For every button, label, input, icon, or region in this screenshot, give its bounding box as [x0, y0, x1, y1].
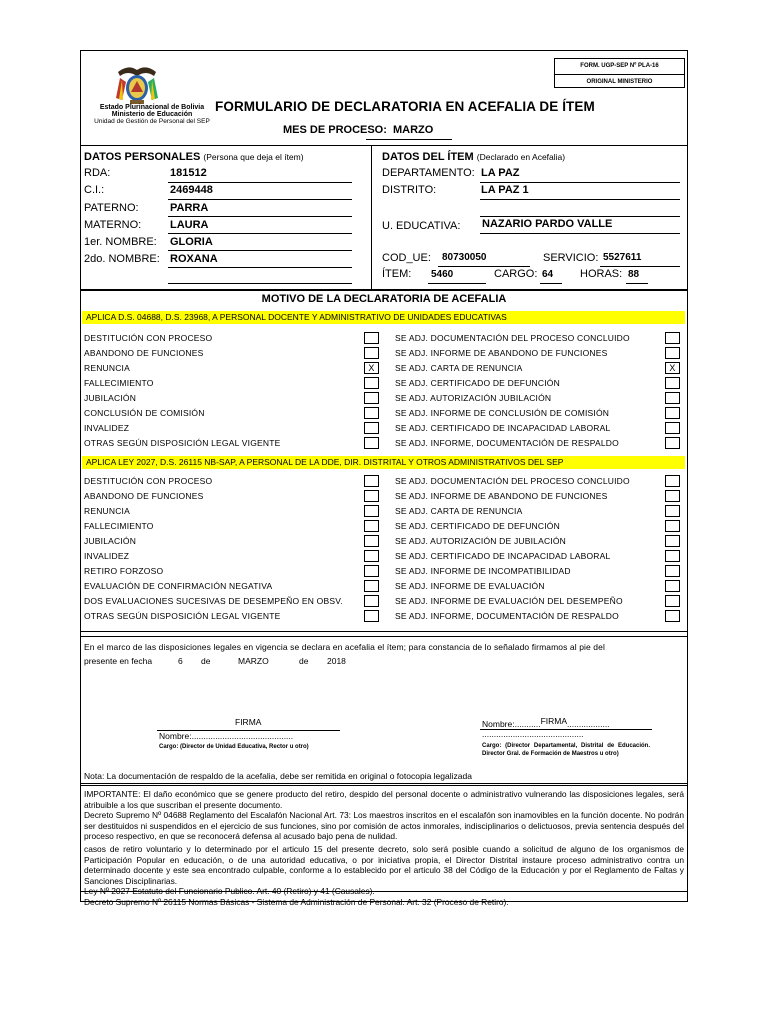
motivo-title: MOTIVO DE LA DECLARATORIA DE ACEFALIA — [261, 293, 507, 305]
nombre-right-dots2: ........................................... — [482, 729, 584, 739]
motivo-right-checkbox[interactable] — [665, 520, 680, 532]
blank-line — [480, 216, 680, 217]
motivo-right-checkbox[interactable] — [665, 437, 680, 449]
mes-proceso — [283, 124, 433, 136]
motivo-left-checkbox[interactable] — [364, 347, 379, 359]
motivo-left-label: EVALUACIÓN DE CONFIRMACIÓN NEGATIVA — [84, 581, 273, 591]
item-header — [382, 151, 565, 163]
departamento-line — [480, 182, 680, 183]
motivo-left-label: RENUNCIA — [84, 506, 130, 516]
declaration-line2: presente en fecha — [84, 656, 153, 666]
extra-line — [168, 283, 352, 284]
motivo-right-checkbox[interactable]: X — [665, 362, 680, 374]
motivo-right-label: SE ADJ. INFORME, DOCUMENTACIÓN DE RESPALDO — [395, 611, 619, 621]
form-code: FORM. UGP-SEP Nº PLA-16 — [555, 59, 684, 75]
motivo-left-checkbox[interactable] — [364, 565, 379, 577]
motivo-left-checkbox[interactable]: X — [364, 362, 379, 374]
nombre-left: Nombre:........................................... — [159, 731, 294, 741]
motivo-right-checkbox[interactable] — [665, 392, 680, 404]
motivo-left-checkbox[interactable] — [364, 407, 379, 419]
motivo-row — [82, 421, 685, 436]
paterno-label: PATERNO: — [84, 202, 139, 214]
servicio-line — [600, 266, 680, 267]
motivo-left-label: FALLECIMIENTO — [84, 378, 154, 388]
cargo-line — [540, 283, 562, 284]
motivo-right-label: SE ADJ. INFORME, DOCUMENTACIÓN DE RESPALDO — [395, 438, 619, 448]
ue-label: U. EDUCATIVA: — [382, 220, 461, 232]
motivo-left-label: DESTITUCIÓN CON PROCESO — [84, 476, 213, 486]
item-line — [428, 283, 486, 284]
motivo-right-checkbox[interactable] — [665, 550, 680, 562]
motivo-row — [82, 346, 685, 361]
nombre-right-dots: .................. — [567, 719, 610, 729]
motivo-left-label: RETIRO FORZOSO — [84, 566, 164, 576]
motivo-left-label: DESTITUCIÓN CON PROCESO — [84, 333, 213, 343]
item-subheader: (Declarado en Acefalia) — [476, 152, 566, 162]
personal-subheader: (Persona que deja el ítem) — [203, 152, 304, 162]
original-label: ORIGINAL MINISTERIO — [586, 79, 653, 85]
motivo-right-checkbox[interactable] — [665, 347, 680, 359]
motivo-right-checkbox[interactable] — [665, 535, 680, 547]
materno-line — [168, 233, 352, 234]
mes-value: MARZO — [392, 124, 434, 136]
departamento-label: DEPARTAMENTO: — [382, 167, 475, 179]
important-p5: Decreto Supremo Nº 26115 Normas Básicas - Sistema de Administración de Personal. Art. 32 (Proceso de Retiro). — [84, 896, 509, 907]
motivo-left-label: JUBILACIÓN — [84, 536, 137, 546]
cod-ue-label: COD_UE: — [382, 252, 431, 264]
motivo-row — [82, 594, 685, 609]
motivo-left-label: OTRAS SEGÚN DISPOSICIÓN LEGAL VIGENTE — [84, 438, 281, 448]
servicio-label: SERVICIO: — [543, 252, 599, 264]
section2-rows — [82, 474, 685, 624]
motivo-row — [82, 489, 685, 504]
institution-line2: Ministerio de Educación — [111, 111, 193, 118]
motivo-right-label: SE ADJ. CARTA DE RENUNCIA — [395, 506, 523, 516]
motivo-right-label: SE ADJ. CERTIFICADO DE DEFUNCIÓN — [395, 378, 560, 388]
motivo-left-checkbox[interactable] — [364, 392, 379, 404]
nombre-right — [482, 716, 610, 729]
motivo-left-checkbox[interactable] — [364, 505, 379, 517]
motivo-row — [82, 331, 685, 346]
cargo-value: 64 — [542, 269, 554, 280]
motivo-left-label: JUBILACIÓN — [84, 393, 137, 403]
motivo-left-checkbox[interactable] — [364, 422, 379, 434]
important-p2: Decreto Supremo Nº 04688 Reglamento del Escalafón Nacional Art. 73: Los maestros inscritos en el escalafón son inamovibles en la función docente. No podrán ser destituidos ni suspendidos en el ejercicio de sus funciones, sino por comisión de actos inmorales, indisciplinarios o delictuosos, previa sentencia después del proceso respectivo, en que se reconocerá defensa al acusado bajo pena de nulidad. — [84, 810, 684, 842]
motivo-row — [82, 376, 685, 391]
motivo-row — [82, 504, 685, 519]
ue-value: NAZARIO PARDO VALLE — [482, 218, 613, 230]
declaration-day: 6 — [178, 656, 183, 666]
important-p4: Ley Nº 2027 Estatuto del Funcionario Publico. Art. 40 (Retiro) y 41 (Causales). — [84, 886, 375, 897]
motivo-right-checkbox[interactable] — [665, 407, 680, 419]
motivo-left-checkbox[interactable] — [364, 377, 379, 389]
distrito-value: LA PAZ 1 — [481, 184, 529, 196]
motivo-left-label: DOS EVALUACIONES SUCESIVAS DE DESEMPEÑO EN OBSV. — [84, 596, 343, 606]
nota: Nota: La documentación de respaldo de la acefalia, debe ser remitida en original o fotocopia legalizada — [84, 771, 472, 781]
motivo-right-label: SE ADJ. CERTIFICADO DE DEFUNCIÓN — [395, 521, 560, 531]
motivo-row — [82, 519, 685, 534]
motivo-right-checkbox[interactable] — [665, 565, 680, 577]
motivo-right-checkbox[interactable] — [665, 422, 680, 434]
item-header-text: DATOS DEL ÍTEM — [382, 151, 474, 163]
datos-divider — [371, 145, 372, 291]
motivo-right-checkbox[interactable] — [665, 475, 680, 487]
motivo-row — [82, 534, 685, 549]
motivo-left-checkbox[interactable] — [364, 332, 379, 344]
section1-rows — [82, 331, 685, 451]
item-value: 5460 — [431, 269, 454, 280]
cargo-left: Cargo: (Director de Unidad Educativa, Rector u otro) — [159, 744, 309, 750]
motivo-right-label: SE ADJ. DOCUMENTACIÓN DEL PROCESO CONCLUIDO — [395, 476, 630, 486]
nombre1-value: GLORIA — [170, 236, 213, 248]
motivo-left-label: RENUNCIA — [84, 363, 130, 373]
ci-label: C.I.: — [84, 184, 105, 196]
motivo-left-checkbox[interactable] — [364, 595, 379, 607]
ue-line — [480, 233, 680, 234]
servicio-value: 5527611 — [603, 252, 642, 263]
motivo-right-checkbox[interactable] — [665, 377, 680, 389]
paterno-value: PARRA — [170, 202, 209, 214]
motivo-left-checkbox[interactable] — [364, 610, 379, 622]
motivo-right-label: SE ADJ. CARTA DE RENUNCIA — [395, 363, 523, 373]
institution-block — [87, 104, 217, 125]
firma-left-label: FIRMA — [235, 717, 262, 727]
materno-value: LAURA — [170, 219, 209, 231]
horas-value: 88 — [628, 269, 640, 280]
motivo-left-checkbox[interactable] — [364, 475, 379, 487]
motivo-left-checkbox[interactable] — [364, 520, 379, 532]
nombre2-line — [168, 267, 352, 268]
personal-header-text: DATOS PERSONALES — [84, 151, 201, 163]
declaration-de1: de — [201, 656, 211, 666]
motivo-right-label: SE ADJ. CERTIFICADO DE INCAPACIDAD LABORAL — [395, 423, 611, 433]
motivo-right-checkbox[interactable] — [665, 580, 680, 592]
item-label: ÍTEM: — [382, 268, 412, 280]
declaration-section — [80, 636, 688, 784]
nombre-right-text: Nombre:........... — [482, 719, 541, 729]
ci-value: 2469448 — [170, 184, 213, 196]
motivo-left-label: FALLECIMIENTO — [84, 521, 154, 531]
materno-label: MATERNO: — [84, 219, 142, 231]
motivo-right-checkbox[interactable] — [665, 505, 680, 517]
motivo-left-checkbox[interactable] — [364, 580, 379, 592]
departamento-value: LA PAZ — [481, 167, 520, 179]
motivo-left-label: OTRAS SEGÚN DISPOSICIÓN LEGAL VIGENTE — [84, 611, 281, 621]
cod-ue-line — [438, 266, 530, 267]
mes-label: MES DE PROCESO: — [283, 124, 387, 136]
motivo-left-label: ABANDONO DE FUNCIONES — [84, 348, 204, 358]
horas-line — [626, 283, 648, 284]
horas-label: HORAS: — [580, 268, 623, 280]
rda-line — [168, 182, 352, 183]
rda-value: 181512 — [170, 167, 207, 179]
paterno-line — [168, 216, 352, 217]
motivo-row — [82, 406, 685, 421]
motivo-right-checkbox[interactable] — [665, 595, 680, 607]
important-text — [84, 789, 684, 908]
motivo-left-checkbox[interactable] — [364, 535, 379, 547]
motivo-right-checkbox[interactable] — [665, 332, 680, 344]
motivo-row — [82, 579, 685, 594]
form-code-box — [554, 58, 685, 88]
declaration-month: MARZO — [238, 656, 269, 666]
motivo-left-label: CONCLUSIÓN DE COMISIÓN — [84, 408, 205, 418]
motivo-left-label: INVALIDEZ — [84, 423, 130, 433]
nombre2-label: 2do. NOMBRE: — [84, 253, 160, 265]
motivo-left-checkbox[interactable] — [364, 550, 379, 562]
declaration-de2: de — [299, 656, 309, 666]
motivo-right-label: SE ADJ. CERTIFICADO DE INCAPACIDAD LABORAL — [395, 551, 611, 561]
motivo-left-label: ABANDONO DE FUNCIONES — [84, 491, 204, 501]
motivo-left-checkbox[interactable] — [364, 490, 379, 502]
motivo-right-label: SE ADJ. INFORME DE ABANDONO DE FUNCIONES — [395, 348, 608, 358]
nombre1-line — [168, 250, 352, 251]
motivo-right-label: SE ADJ. AUTORIZACIÓN JUBILACIÓN — [395, 393, 552, 403]
cargo-label: CARGO: — [494, 268, 538, 280]
declaration-text: En el marco de las disposiciones legales en vigencia se declara en acefalia el ítem; para constancia de lo señalado firmamos al pie del — [84, 642, 605, 652]
ci-line — [168, 199, 352, 200]
mes-underline — [366, 139, 452, 140]
motivo-right-label: SE ADJ. INFORME DE INCOMPATIBILIDAD — [395, 566, 571, 576]
motivo-row — [82, 609, 685, 624]
firma-right-label: FIRMA — [540, 716, 568, 726]
distrito-line — [480, 199, 680, 200]
motivo-row — [82, 474, 685, 489]
important-p3: casos de retiro voluntario y lo determinado por el articulo 15 del presente decreto, solo será posible cuando a solicitud de alguno de los organismos de Participación Popular en educación, o de una autoridad educativa, o por iniciativa propia, el Director Distrital instaure proceso administrativo contra un determinado docente y este sea encontrado culpable, conforme a lo establecido por el articulo 38 del Código de la Educación y por el Reglamento de Faltas y Sanciones Disciplinarias. — [84, 843, 684, 886]
motivo-right-label: SE ADJ. INFORME DE EVALUACIÓN — [395, 581, 545, 591]
nombre2-value: ROXANA — [170, 253, 218, 265]
distrito-label: DISTRITO: — [382, 184, 437, 196]
motivo-row — [82, 391, 685, 406]
motivo-right-checkbox[interactable] — [665, 490, 680, 502]
motivo-row — [82, 564, 685, 579]
form-title: FORMULARIO DE DECLARATORIA EN ACEFALIA DE ÍTEM — [215, 99, 595, 114]
motivo-left-checkbox[interactable] — [364, 437, 379, 449]
motivo-row — [82, 436, 685, 451]
motivo-right-label: SE ADJ. INFORME DE ABANDONO DE FUNCIONES — [395, 491, 608, 501]
motivo-right-label: SE ADJ. DOCUMENTACIÓN DEL PROCESO CONCLUIDO — [395, 333, 630, 343]
important-p1: IMPORTANTE: El daño económico que se genere producto del retiro, despido del personal docente o administrativo vulnerando las disposiciones legales, será atribuible a los que suscriban el presente documento. — [84, 789, 684, 810]
motivo-right-label: SE ADJ. INFORME DE CONCLUSIÓN DE COMISIÓN — [395, 408, 610, 418]
institution-line1: Estado Plurinacional de Bolivia — [99, 104, 205, 111]
motivo-left-label: INVALIDEZ — [84, 551, 130, 561]
personal-header — [84, 151, 304, 163]
cod-ue-value: 80730050 — [442, 252, 487, 263]
motivo-row — [82, 361, 685, 376]
nombre1-label: 1er. NOMBRE: — [84, 236, 157, 248]
motivo-right-label: SE ADJ. AUTORIZACIÓN DE JUBILACIÓN — [395, 536, 567, 546]
institution-line3: Unidad de Gestión de Personal del SEP — [94, 118, 210, 125]
section1-banner: APLICA D.S. 04688, D.S. 23968, A PERSONAL DOCENTE Y ADMINISTRATIVO DE UNIDADES EDUCATIVAS — [82, 311, 685, 324]
motivo-right-label: SE ADJ. INFORME DE EVALUACIÓN DEL DESEMPEÑO — [395, 596, 623, 606]
motivo-row — [82, 549, 685, 564]
section2-banner: APLICA LEY 2027, D.S. 26115 NB-SAP, A PERSONAL DE LA DDE, DIR. DISTRITAL Y OTROS ADMINISTRATIVOS DEL SEP — [82, 456, 685, 469]
cargo-right: Cargo: (Director Departamental, Distrital de Educación. Director Gral. de Formación de Maestros u otro) — [482, 743, 650, 757]
motivo-right-checkbox[interactable] — [665, 610, 680, 622]
coat-of-arms-icon — [114, 62, 160, 106]
declaration-year: 2018 — [327, 656, 346, 666]
rda-label: RDA: — [84, 167, 111, 179]
